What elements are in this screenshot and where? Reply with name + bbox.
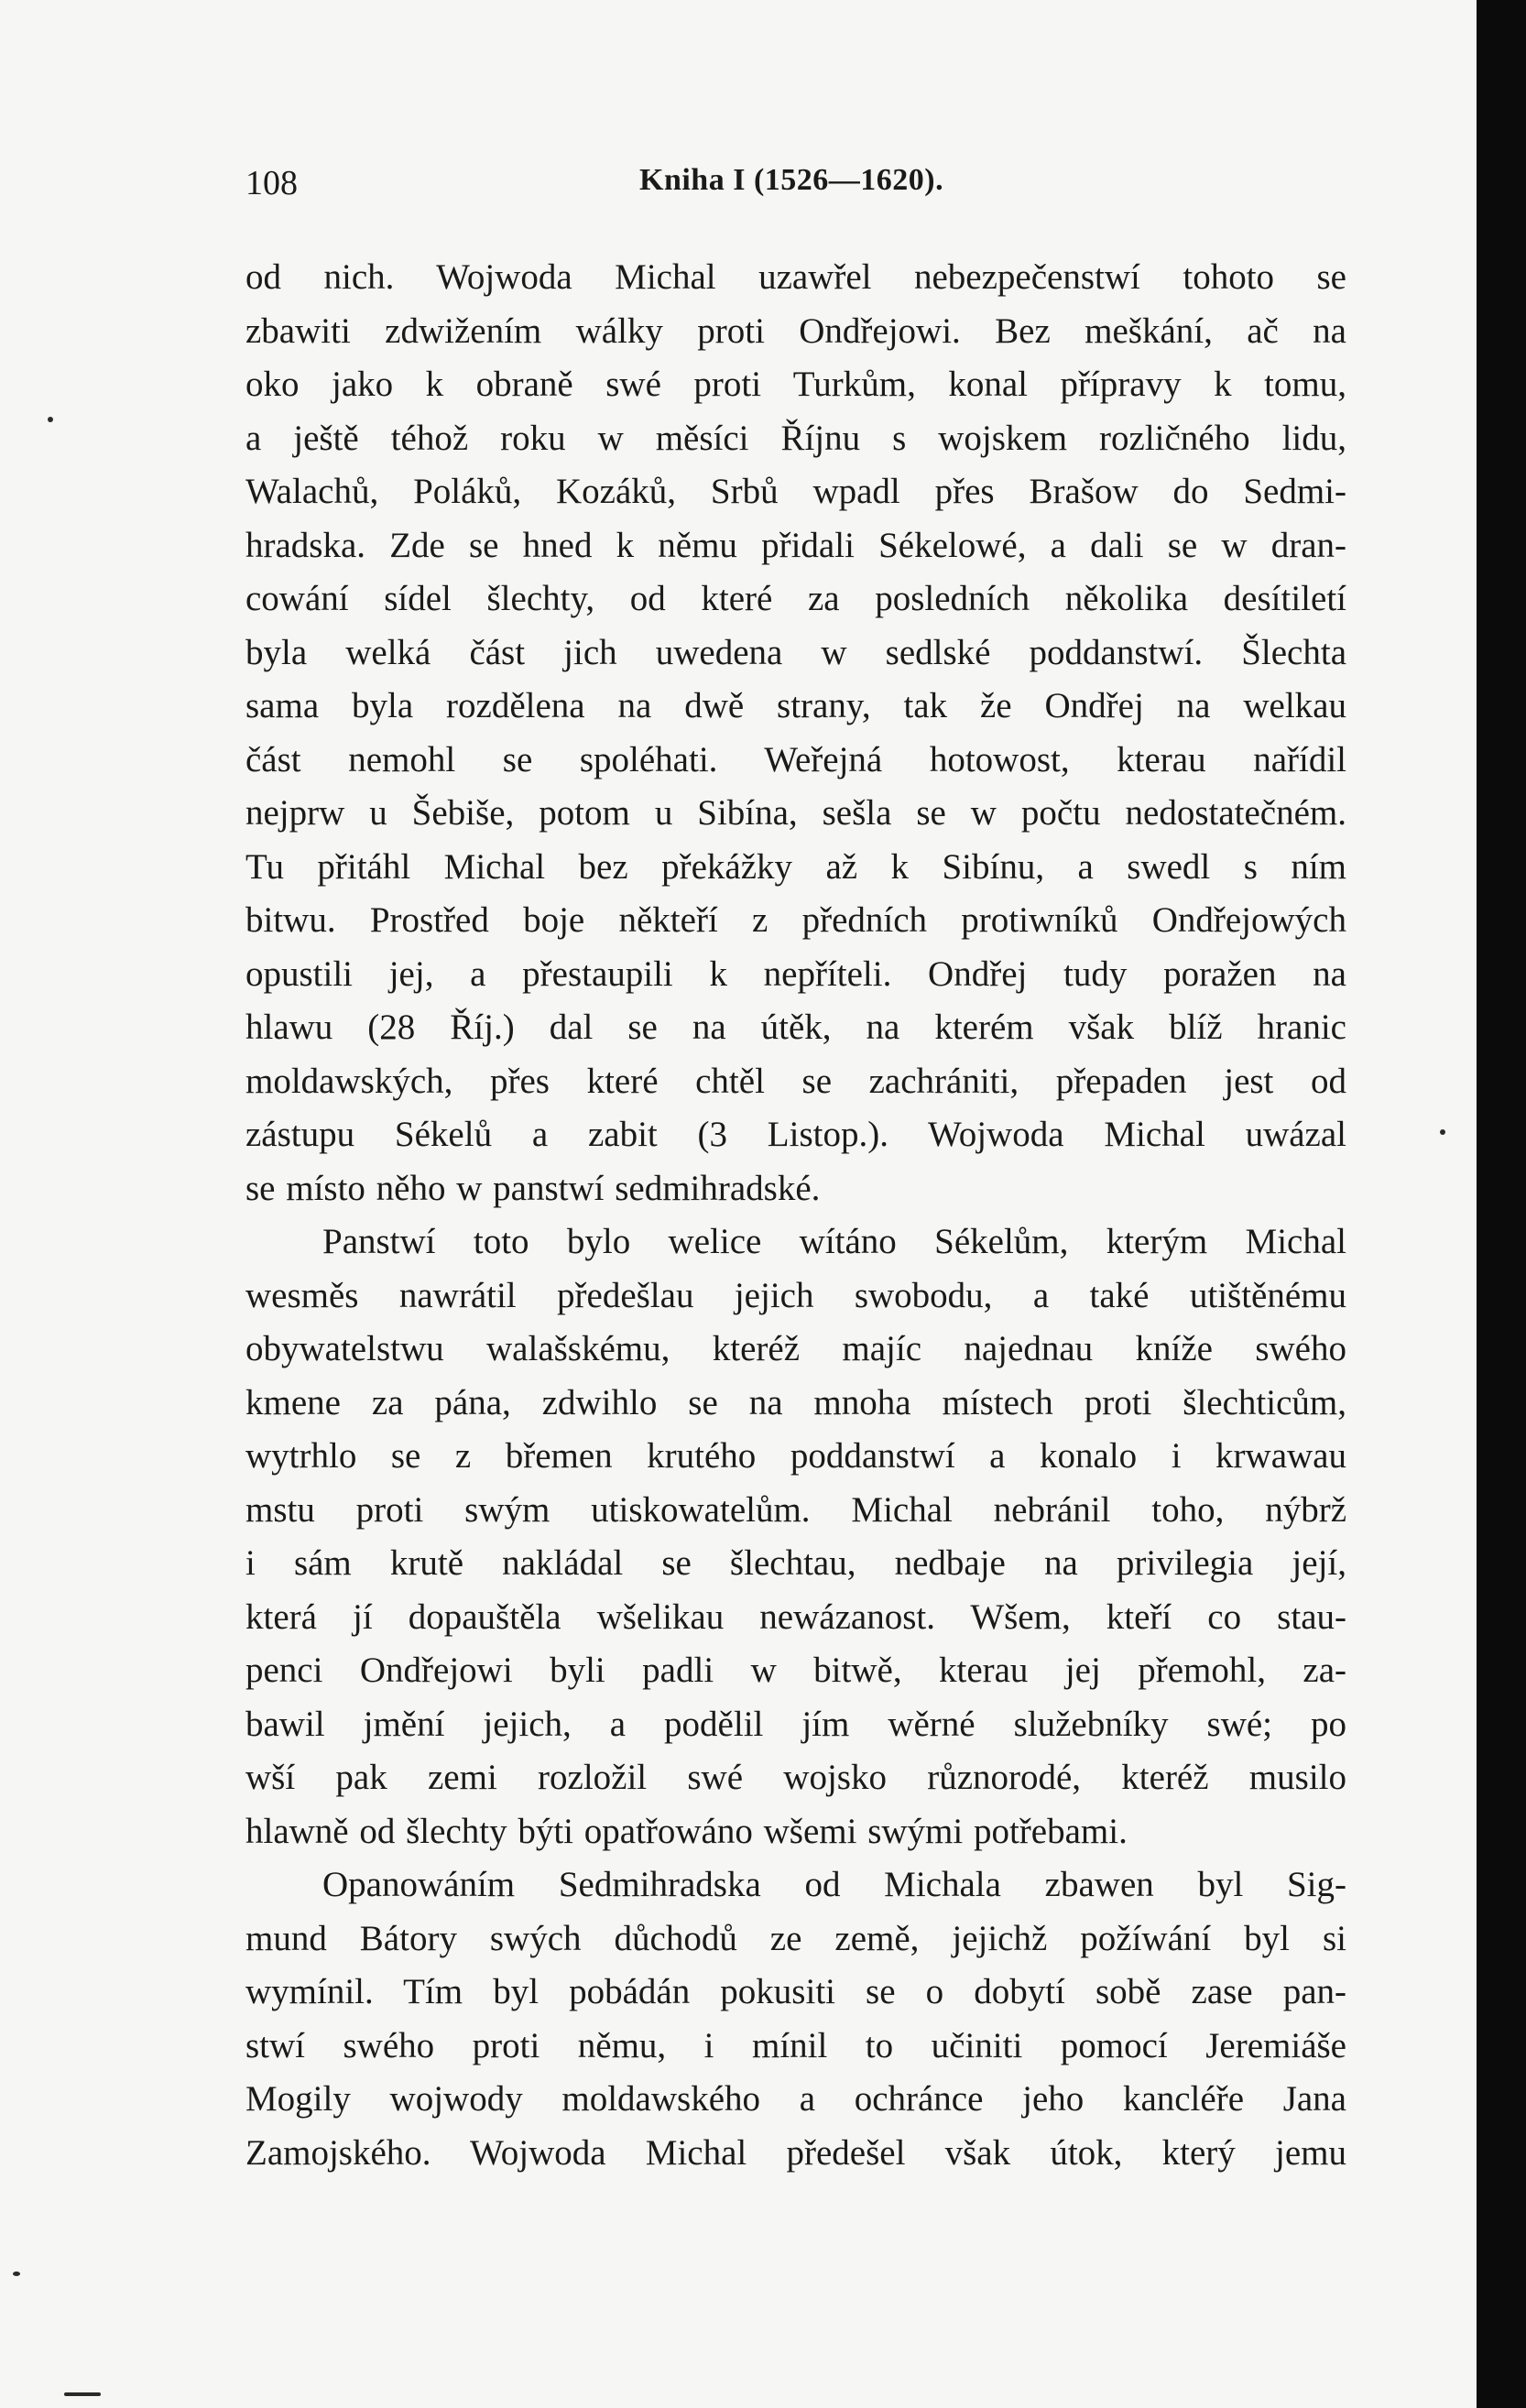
running-head [245,156,1346,211]
text-line: od nich. Wojwoda Michal uzawřel nebezpečenstwí tohoto se [245,257,1346,297]
paragraph [245,1215,1346,1858]
text-line: i sám krutě nakládal se šlechtau, nedbaje na privilegia její, [245,1543,1346,1583]
text-line: nejprw u Šebiše, potom u Sibína, sešla se w počtu nedostatečném. [245,793,1346,833]
text-line: byla welká část jich uwedena w sedlské poddanstwí. Šlechta [245,632,1346,672]
text-line: a ještě téhož roku w měsíci Říjnu s wojskem rozličného lidu, [245,418,1346,458]
text-line: bawil jmění jejich, a podělil jím wěrné služebníky swé; po [245,1704,1346,1744]
text-line: moldawských, přes které chtěl se zachrániti, přepaden jest od [245,1061,1346,1101]
text-line: část nemohl se spoléhati. Weřejná hotowost, kterau nařídil [245,739,1346,779]
running-title: Kniha I (1526—1620). [639,163,944,197]
scan-speck [64,2392,101,2396]
text-line: penci Ondřejowi byli padli w bitwě, kterau jej přemohl, za- [245,1651,1346,1690]
text-line: mund Bátory swých důchodů ze země, jejichž požíwání byl si [245,1918,1346,1958]
text-line: se místo něho w panstwí sedmihradské. [245,1168,821,1208]
text-line: zbawiti zdwižením wálky proti Ondřejowi. Bez meškání, ač na [245,311,1346,351]
scan-speck [13,2272,20,2276]
text-line: hradska. Zde se hned k němu přidali Sékelowé, a dali se w dran- [245,525,1346,565]
scan-speck [48,417,53,422]
paragraph [245,251,1346,1215]
text-line: Zamojského. Wojwoda Michal předešel však útok, který jemu [245,2132,1346,2173]
text-line: Opanowáním Sedmihradska od Michala zbawen byl Sig- [322,1865,1346,1904]
text-line: kmene za pána, zdwihlo se na mnoha místech proti šlechticům, [245,1382,1346,1422]
text-line: mstu proti swým utiskowatelům. Michal nebránil toho, nýbrž [245,1489,1346,1530]
text-line: Panstwí toto bylo welice wítáno Sékelům, kterým Michal [322,1222,1346,1261]
paragraph [245,1858,1346,2180]
text-line: cowání sídel šlechty, od které za posledních několika desítiletí [245,579,1346,618]
text-line: wesměs nawrátil předešlau jejich swobodu, a také utištěnému [245,1275,1346,1315]
text-line: Walachů, Poláků, Kozáků, Srbů wpadl přes Brašow do Sedmi- [245,472,1346,511]
text-line: wymínil. Tím byl pobádán pokusiti se o dobytí sobě zase pan- [245,1972,1346,2011]
text-line: která jí dopauštěla wšelikau newázanost. Wšem, kteří co stau- [245,1596,1346,1637]
text-line: Tu přitáhl Michal bez překážky až k Sibínu, a swedl s ním [245,846,1346,887]
text-line: Mogily wojwody moldawského a ochránce jeho kancléře Jana [245,2079,1346,2119]
text-line: wší pak zemi rozložil swé wojsko různorodé, kteréž musilo [245,1758,1346,1797]
page-number: 108 [245,164,298,202]
text-line: bitwu. Prostřed boje někteří z předních protiwníků Ondřejowých [245,900,1346,940]
text-line: hlawu (28 Říj.) dal se na útěk, na kterém však blíž hranic [245,1008,1346,1047]
text-line: zástupu Sékelů a zabit (3 Listop.). Wojwoda Michal uwázal [245,1115,1346,1154]
text-line: opustili jej, a přestaupili k nepříteli. Ondřej tudy poražen na [245,953,1346,994]
text-line: hlawně od šlechty býti opatřowáno wšemi swými potřebami. [245,1811,1128,1851]
scan-speck [1440,1129,1445,1135]
text-line: stwí swého proti němu, i mínil to učiniti pomocí Jeremiáše [245,2025,1346,2065]
text-line: obywatelstwu walašskému, kteréž majíc najednau kníže swého [245,1329,1346,1368]
text-body [245,251,1346,2180]
scan-border [1477,0,1526,2408]
text-line: oko jako k obraně swé proti Turkům, konal přípravy k tomu, [245,365,1346,404]
text-line: sama byla rozdělena na dwě strany, tak že Ondřej na welkau [245,686,1346,725]
text-line: wytrhlo se z břemen krutého poddanstwí a konalo i krwawau [245,1436,1346,1476]
